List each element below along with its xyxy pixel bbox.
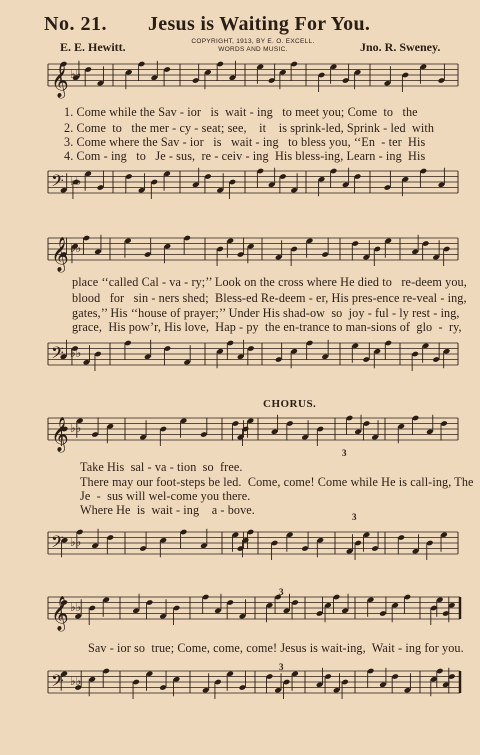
treble-clef-icon: 𝄞 bbox=[51, 596, 69, 631]
flat-icon: ♭♭ bbox=[70, 599, 82, 614]
verse-line-3: 3. Come where the Sav - ior is wait - ing to bless you, ‘‘En - ter His bbox=[64, 135, 426, 149]
verse-line-1: place ‘‘called Cal - va - ry;’’ Look on the cross where He died to re-deem you, bbox=[72, 275, 467, 289]
flat-icon: ♭♭ bbox=[70, 66, 82, 81]
hymn-title: Jesus is Waiting For You. bbox=[148, 13, 371, 35]
flat-icon: ♭♭ bbox=[70, 420, 82, 435]
treble-clef-icon: 𝄞 bbox=[51, 63, 69, 98]
triplet-mark: 3 bbox=[279, 587, 284, 597]
flat-icon: ♭♭ bbox=[70, 534, 82, 549]
verse-line-2: 2. Come to the mer - cy - seat; see, it is sprink-led, Sprink - led with bbox=[64, 121, 435, 135]
bass-clef-icon: 𝄢 bbox=[51, 170, 64, 195]
flat-icon: ♭♭ bbox=[70, 173, 82, 188]
composer: Jno. R. Sweney. bbox=[360, 40, 441, 54]
triplet-mark: 3 bbox=[279, 662, 284, 672]
treble-clef-icon: 𝄞 bbox=[51, 417, 69, 452]
chorus-label: CHORUS. bbox=[263, 398, 317, 410]
copyright-line: COPYRIGHT, 1913, BY E. O. EXCELL. bbox=[191, 38, 315, 45]
verse-line-4: grace, His pow’r, His love, Hap - py the en-trance to man-sions of glo - ry, bbox=[72, 320, 462, 334]
lyricist: E. E. Hewitt. bbox=[60, 40, 126, 54]
verse-line-2: blood for sin - ners shed; Bless-ed Re-deem - er, His pres-ence re-veal - ing, bbox=[72, 291, 467, 305]
flat-icon: ♭♭ bbox=[70, 673, 82, 688]
chorus-line-4: Where He is wait - ing a - bove. bbox=[80, 503, 255, 517]
flat-icon: ♭♭ bbox=[70, 345, 82, 360]
hymn-number: No. 21. bbox=[44, 13, 107, 35]
bass-clef-icon: 𝄢 bbox=[51, 531, 64, 556]
verse-line-1: 1. Come while the Sav - ior is wait - ing to meet you; Come to the bbox=[64, 105, 418, 119]
bass-clef-icon: 𝄢 bbox=[51, 670, 64, 695]
chorus-line-3: Je - sus will wel-come you there. bbox=[80, 489, 251, 503]
treble-clef-icon: 𝄞 bbox=[51, 237, 69, 272]
chorus-final-line: Sav - ior so true; Come, come, come! Jesus is wait-ing, Wait - ing for you. bbox=[88, 641, 464, 655]
chorus-line-1: Take His sal - va - tion so free. bbox=[80, 460, 243, 474]
triplet-mark: 3 bbox=[352, 512, 357, 522]
chorus-line-2: There may our foot-steps be led. Come, come! Come while He is call-ing, The bbox=[80, 475, 474, 489]
copyright-subline: WORDS AND MUSIC. bbox=[218, 46, 288, 53]
verse-line-4: 4. Com - ing to Je - sus, re - ceiv - ing His bless-ing, Learn - ing His bbox=[64, 149, 426, 163]
verse-line-3: gates,’’ His ‘‘house of prayer;’’ Under His shad-ow so joy - ful - ly rest - ing, bbox=[72, 306, 460, 320]
bass-clef-icon: 𝄢 bbox=[51, 342, 64, 367]
triplet-mark: 3 bbox=[342, 448, 347, 458]
flat-icon: ♭♭ bbox=[70, 240, 82, 255]
